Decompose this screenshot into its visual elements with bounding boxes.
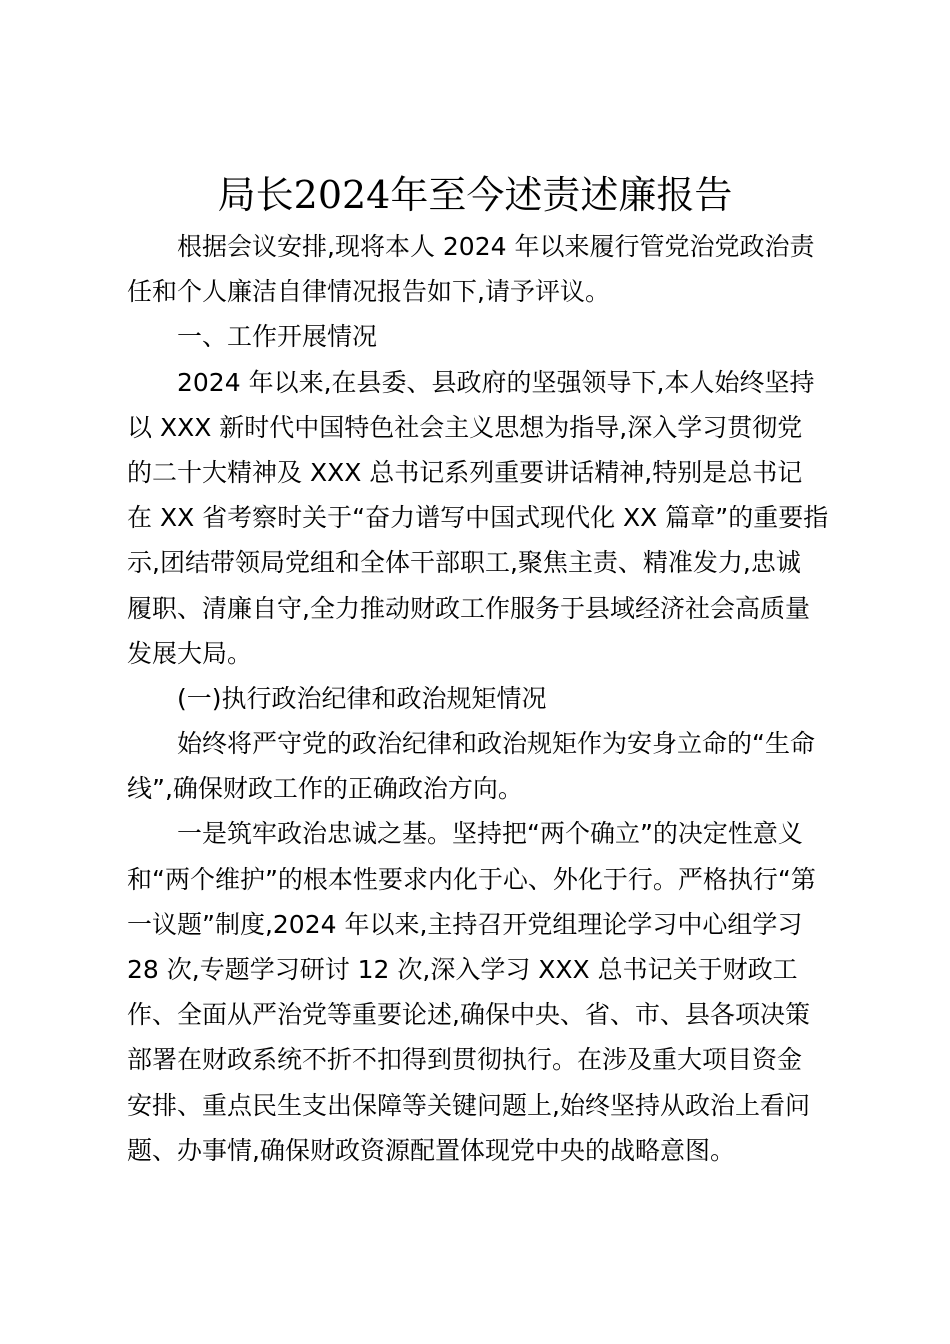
paragraph-line: 以 XXX 新时代中国特色社会主义思想为指导,深入学习贯彻党 bbox=[127, 412, 803, 442]
paragraph-line: 和“两个维护”的根本性要求内化于心、外化于行。严格执行“第 bbox=[127, 864, 816, 894]
document-body bbox=[127, 224, 832, 1173]
paragraph-line: 在 XX 省考察时关于“奋力谱写中国式现代化 XX 篇章”的重要指 bbox=[127, 503, 829, 533]
paragraph-line: 2024 年以来,在县委、县政府的坚强领导下,本人始终坚持 bbox=[177, 367, 815, 397]
subsection-heading: (一)执行政治纪律和政治规矩情况 bbox=[177, 683, 547, 713]
paragraph-line: 部署在财政系统不折不扣得到贯彻执行。在涉及重大项目资金 bbox=[127, 1045, 803, 1075]
document-title: 局长2024年至今述责述廉报告 bbox=[217, 173, 733, 217]
paragraph-line: 作、全面从严治党等重要论述,确保中央、省、市、县各项决策 bbox=[127, 1000, 810, 1030]
paragraph-line: 履职、清廉自守,全力推动财政工作服务于县域经济社会高质量 bbox=[127, 593, 810, 623]
paragraph-line: 一是筑牢政治忠诚之基。坚持把“两个确立”的决定性意义 bbox=[177, 819, 803, 849]
paragraph-line: 根据会议安排,现将本人 2024 年以来履行管党治党政治责 bbox=[177, 232, 815, 261]
paragraph-line: 题、办事情,确保财政资源配置体现党中央的战略意图。 bbox=[127, 1135, 735, 1165]
paragraph-line: 示,团结带领局党组和全体干部职工,聚焦主责、精准发力,忠诚 bbox=[127, 548, 801, 578]
paragraph-line: 安排、重点民生支出保障等关键问题上,始终坚持从政治上看问 bbox=[127, 1090, 810, 1120]
paragraph-line: 发展大局。 bbox=[127, 638, 253, 668]
paragraph-line: 的二十大精神及 XXX 总书记系列重要讲话精神,特别是总书记 bbox=[127, 457, 803, 487]
paragraph-line: 28 次,专题学习研讨 12 次,深入学习 XXX 总书记关于财政工 bbox=[127, 955, 798, 984]
paragraph-line: 线”,确保财政工作的正确政治方向。 bbox=[127, 774, 523, 804]
paragraph-line: 任和个人廉洁自律情况报告如下,请予评议。 bbox=[127, 277, 610, 307]
paragraph-line: 始终将严守党的政治纪律和政治规矩作为安身立命的“生命 bbox=[177, 729, 815, 759]
paragraph-line: 一议题”制度,2024 年以来,主持召开党组理论学习中心组学习 bbox=[127, 909, 803, 939]
section-heading: 一、工作开展情况 bbox=[177, 322, 378, 352]
